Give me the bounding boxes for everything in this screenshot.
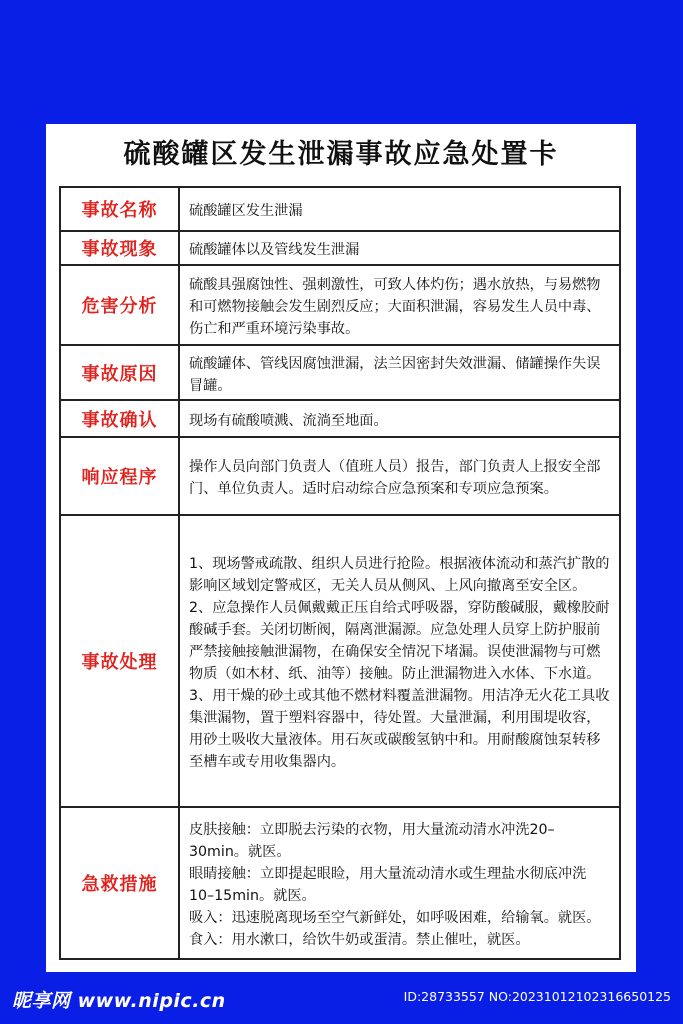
row-text: 硫酸具强腐蚀性、强刺激性，可致人体灼伤；遇水放热，与易燃物和可燃物接触会发生剧烈反应；大面积泄漏，容易发生人员中毒、伤亡和严重环境污染事故。 bbox=[189, 277, 601, 337]
table-row bbox=[61, 516, 619, 808]
table-row bbox=[61, 346, 619, 401]
row-content bbox=[180, 438, 619, 514]
row-text: 眼睛接触：立即提起眼睑，用大量流动清水或生理盐水彻底冲洗10–15min。就医。 bbox=[189, 866, 587, 904]
emergency-card bbox=[46, 124, 636, 972]
table-row bbox=[61, 438, 619, 516]
info-table bbox=[59, 186, 621, 960]
row-text: 皮肤接触：立即脱去污染的衣物，用大量流动清水冲洗20–30min。就医。 bbox=[189, 822, 555, 860]
row-content bbox=[180, 346, 619, 399]
row-label: 事故现象 bbox=[61, 232, 180, 264]
card-title: 硫酸罐区发生泄漏事故应急处置卡 bbox=[123, 139, 559, 170]
row-text: 3、用干燥的砂土或其他不燃材料覆盖泄漏物。用洁净无火花工具收集泄漏物，置于塑料容器中，待处置。大量泄漏，利用围堤收容，用砂土吸收大量液体。用石灰或碳酸氢钠中和。用耐酸腐蚀泵转移至槽车或专用收集器内。 bbox=[189, 688, 610, 770]
row-label: 急救措施 bbox=[61, 808, 180, 958]
table-row bbox=[61, 808, 619, 958]
table-row bbox=[61, 266, 619, 346]
row-content bbox=[180, 188, 619, 230]
row-content bbox=[180, 232, 619, 264]
row-text: 吸入：迅速脱离现场至空气新鲜处，如呼吸困难，给输氧。就医。 bbox=[189, 910, 601, 926]
row-text: 硫酸罐体以及管线发生泄漏 bbox=[189, 242, 360, 258]
row-content bbox=[180, 266, 619, 344]
table-row bbox=[61, 401, 619, 438]
row-text: 操作人员向部门负责人（值班人员）报告，部门负责人上报安全部门、单位负责人。适时启动综合应急预案和专项应急预案。 bbox=[189, 459, 601, 497]
row-text: 2、应急操作人员佩戴戴正压自给式呼吸器，穿防酸碱服，戴橡胶耐酸碱手套。关闭切断阀，隔离泄漏源。应急处理人员穿上防护服前严禁接触接触泄漏物，在确保安全情况下堵漏。误使泄漏物与可燃物质（如木材、纸、油等）接触。防止泄漏物进入水体、下水道。 bbox=[189, 600, 610, 682]
row-text: 食入：用水漱口，给饮牛奶或蛋清。禁止催吐，就医。 bbox=[189, 932, 530, 948]
row-label: 事故原因 bbox=[61, 346, 180, 399]
row-label: 事故处理 bbox=[61, 516, 180, 806]
row-content bbox=[180, 516, 619, 806]
image-id-text: ID:28733557 NO:20231012102316650125 bbox=[403, 989, 671, 1004]
row-text: 现场有硫酸喷溅、流淌至地面。 bbox=[189, 412, 388, 429]
table-row bbox=[61, 232, 619, 266]
row-content bbox=[180, 808, 619, 958]
row-content bbox=[180, 401, 619, 436]
row-text: 1、现场警戒疏散、组织人员进行抢险。根据液体流动和蒸汽扩散的影响区域划定警戒区，无关人员从侧风、上风向撤离至安全区。 bbox=[189, 556, 610, 594]
row-text: 硫酸罐体、管线因腐蚀泄漏，法兰因密封失效泄漏、储罐操作失误冒罐。 bbox=[189, 355, 601, 394]
table-row bbox=[61, 188, 619, 232]
row-text: 硫酸罐区发生泄漏 bbox=[189, 203, 303, 219]
watermark-logo: 昵享网 www.nipic.cn bbox=[12, 990, 226, 1012]
row-label: 事故名称 bbox=[61, 188, 180, 230]
row-label: 危害分析 bbox=[61, 266, 180, 344]
row-label: 事故确认 bbox=[61, 401, 180, 436]
row-label: 响应程序 bbox=[61, 438, 180, 514]
